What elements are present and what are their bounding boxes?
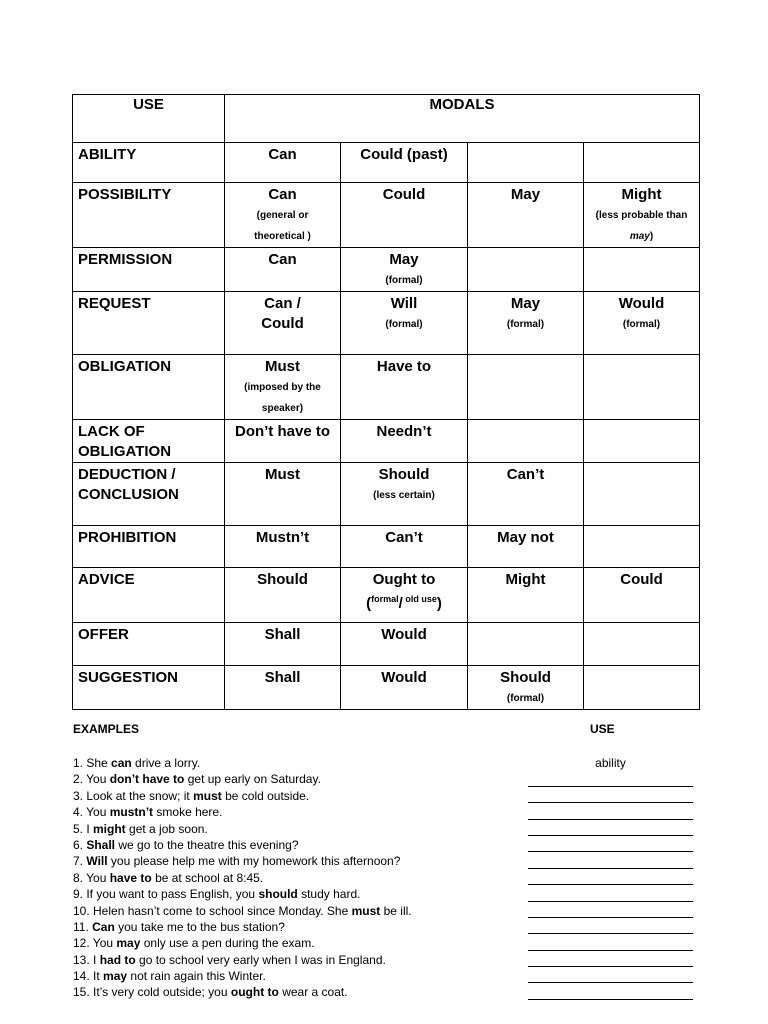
example-sentence (73, 837, 523, 853)
example-sentence (73, 919, 523, 935)
example-text: 4. You (73, 805, 110, 820)
answer-line (528, 851, 693, 852)
modal-cell (225, 420, 341, 463)
modal-note: (less certain) (373, 490, 435, 501)
example-text: 12. You (73, 936, 117, 951)
modal-cell (225, 292, 341, 355)
example-text: wear a coat. (278, 985, 348, 1000)
answer-blank[interactable] (528, 984, 693, 1000)
modal-note (584, 205, 699, 247)
example-text: only use a pen during the exam. (140, 936, 315, 951)
examples-title: EXAMPLES (73, 722, 140, 736)
example-sentence (73, 755, 523, 771)
modal-cell (468, 463, 584, 526)
modal-cell (584, 183, 700, 248)
modal-verb: May not (497, 529, 554, 546)
example-text: 14. It (73, 969, 104, 984)
example-modal: Can (92, 919, 115, 934)
modal-verb: Can / Could (261, 295, 304, 332)
modal-cell (468, 420, 584, 463)
modal-cell (584, 623, 700, 666)
answer-line (528, 819, 693, 820)
example-sentence (73, 968, 523, 984)
subnote-part: ( (366, 595, 372, 612)
modal-cell (584, 526, 700, 568)
modal-verb: Might (621, 186, 662, 203)
example-text: 2. You (73, 772, 110, 787)
modal-note: (imposed by the speaker) (244, 382, 321, 414)
modal-cell (225, 463, 341, 526)
example-sentence (73, 788, 523, 804)
example-sentence (73, 771, 523, 787)
modal-cell (468, 355, 584, 420)
modal-cell (468, 623, 584, 666)
example-text: be at school at 8:45. (151, 870, 264, 885)
table-row (73, 248, 700, 292)
example-modal: may (116, 936, 141, 951)
answer-line (528, 868, 693, 869)
answer-line (528, 901, 693, 902)
example-sentence (73, 984, 523, 1000)
answer-blank[interactable] (528, 788, 693, 804)
answer-blank[interactable] (528, 903, 693, 919)
modals-table (72, 94, 700, 710)
example-sentence (73, 952, 523, 968)
answer-blank[interactable] (528, 837, 693, 853)
table-row (73, 568, 700, 623)
modal-cell (341, 666, 468, 710)
note-text: ) (649, 231, 654, 242)
modal-verb: Can (268, 186, 297, 203)
answer-blank[interactable] (528, 771, 693, 787)
modal-cell (468, 143, 584, 183)
modal-verb: Ought to (372, 571, 436, 588)
answer-line (528, 802, 693, 803)
example-text: 13. I (73, 952, 100, 967)
answer-blank[interactable] (528, 935, 693, 951)
example-text: smoke here. (153, 805, 223, 820)
subnote-part: formal (371, 594, 399, 604)
example-sentence (73, 853, 523, 869)
modal-cell (584, 463, 700, 526)
modal-verb: Can’t (506, 466, 545, 483)
example-text: not rain again this Winter. (127, 969, 266, 984)
answer-line (528, 966, 693, 967)
modal-verb: Don’t have to (234, 423, 330, 440)
modal-cell (225, 623, 341, 666)
example-sentence (73, 821, 523, 837)
example-text: 3. Look at the snow; it (73, 788, 194, 803)
modal-cell (341, 463, 468, 526)
example-modal: must (351, 903, 381, 918)
example-text: be cold outside. (221, 788, 310, 803)
answer-blank[interactable] (528, 821, 693, 837)
table-row (73, 420, 700, 463)
modal-cell (584, 143, 700, 183)
modal-verb: Should (378, 466, 430, 483)
modal-verb: Should (257, 571, 308, 588)
modal-cell (468, 526, 584, 568)
example-modal: can (111, 756, 132, 770)
use-column-title: USE (590, 722, 615, 736)
modal-verb: Mustn’t (255, 529, 310, 546)
answer-blank[interactable] (528, 755, 693, 771)
modal-verb: Shall (264, 626, 301, 643)
subnote-part: ) (436, 595, 442, 612)
example-sentence (73, 886, 523, 902)
example-text: be ill. (380, 903, 412, 918)
modal-cell (341, 526, 468, 568)
use-cell: POSSIBILITY (73, 183, 225, 248)
examples-list (73, 755, 523, 1001)
modal-cell (468, 568, 584, 623)
modal-cell (584, 666, 700, 710)
table-row (73, 143, 700, 183)
modal-verb: Might (505, 571, 546, 588)
answer-line (528, 982, 693, 983)
answer-blank[interactable] (528, 968, 693, 984)
answer-blank[interactable] (528, 886, 693, 902)
use-cell: OFFER (73, 623, 225, 666)
modal-cell (468, 248, 584, 292)
header-use: USE (73, 95, 225, 143)
table-row (73, 463, 700, 526)
example-modal: must (193, 788, 222, 803)
modal-cell (341, 183, 468, 248)
example-modal: Shall (86, 837, 116, 852)
answer-blank[interactable] (528, 804, 693, 820)
example-modal: had to (99, 952, 136, 967)
answers-list (528, 755, 693, 1001)
modal-verb: Have to (376, 358, 432, 375)
example-text: get up early on Saturday. (184, 772, 321, 787)
header-modals: MODALS (225, 95, 700, 143)
modal-cell (341, 420, 468, 463)
use-cell: ABILITY (73, 143, 225, 183)
example-text: 6. (73, 837, 87, 852)
note-text: (less probable than (595, 210, 688, 221)
subnote-part: old use (402, 594, 437, 604)
modal-verb: Must (265, 358, 300, 375)
modal-cell (468, 292, 584, 355)
example-text: 15. It’s very cold outside; you (73, 985, 231, 1000)
table-row (73, 623, 700, 666)
example-text: go to school very early when I was in England. (135, 952, 386, 967)
example-modal: might (93, 821, 126, 836)
example-modal: don’t have to (109, 772, 185, 787)
example-text: study hard. (297, 887, 361, 902)
use-cell: PROHIBITION (73, 526, 225, 568)
modal-cell (225, 568, 341, 623)
modal-verb: Would (618, 295, 665, 312)
modal-verb: Could (620, 571, 663, 588)
modal-note: (formal) (506, 693, 545, 704)
modal-verb: Shall (264, 669, 301, 686)
example-text: 5. I (73, 821, 94, 836)
modal-cell (341, 143, 468, 183)
modal-cell (225, 143, 341, 183)
table-row (73, 526, 700, 568)
answer-blank[interactable] (528, 952, 693, 968)
example-text: drive a lorry. (131, 756, 201, 770)
modal-cell (341, 568, 468, 623)
modal-subnote (341, 590, 467, 613)
modal-verb: Can’t (385, 529, 423, 546)
modal-cell (341, 248, 468, 292)
use-cell: SUGGESTION (73, 666, 225, 710)
example-sentence (73, 804, 523, 820)
modal-note: (formal) (506, 319, 545, 330)
answer-line (528, 950, 693, 951)
answer-line (528, 999, 693, 1000)
modal-cell (584, 292, 700, 355)
example-modal: Will (86, 854, 108, 869)
modal-cell (225, 183, 341, 248)
use-cell: REQUEST (73, 292, 225, 355)
modal-verb: May (510, 186, 541, 203)
modal-verb: Would (381, 669, 427, 686)
example-text: 11. (73, 919, 93, 934)
use-cell: LACK OF OBLIGATION (73, 420, 225, 463)
modal-verb: Will (390, 295, 418, 312)
modal-verb: Could (382, 186, 426, 203)
use-cell: OBLIGATION (73, 355, 225, 420)
modal-verb: Would (381, 626, 427, 643)
modal-verb: May (389, 251, 419, 268)
modal-verb: Must (265, 466, 300, 483)
answer-line (528, 835, 693, 836)
answer-line (528, 786, 693, 787)
modal-note: (formal) (622, 319, 661, 330)
modal-cell (468, 666, 584, 710)
example-modal: mustn’t (109, 805, 154, 820)
table-row (73, 292, 700, 355)
example-sentence (73, 903, 523, 919)
answer-line (528, 884, 693, 885)
table-row (73, 183, 700, 248)
answer-blank[interactable] (528, 870, 693, 886)
modal-cell (225, 666, 341, 710)
example-text: 10. Helen hasn’t come to school since Monday. She (73, 903, 352, 918)
answer-line (528, 933, 693, 934)
modal-cell (584, 355, 700, 420)
modal-cell (584, 420, 700, 463)
table-row (73, 666, 700, 710)
example-modal: have to (109, 870, 152, 885)
modal-note: (formal) (385, 275, 423, 286)
modal-cell (468, 183, 584, 248)
use-cell: ADVICE (73, 568, 225, 623)
modal-cell (225, 355, 341, 420)
note-italic: may (629, 231, 650, 242)
modal-cell (341, 292, 468, 355)
modal-verb: Could (past) (360, 146, 448, 163)
answer-text: ability (595, 756, 626, 770)
example-text: get a job soon. (125, 821, 208, 836)
example-text: 9. If you want to pass English, you (73, 887, 259, 902)
modal-cell (225, 526, 341, 568)
example-sentence (73, 870, 523, 886)
modal-cell (584, 568, 700, 623)
example-text: you please help me with my homework this afternoon? (107, 854, 401, 869)
modal-note: (general or theoretical ) (254, 210, 311, 242)
example-text: 7. (73, 854, 87, 869)
example-modal: ought to (230, 985, 279, 1000)
modal-cell (584, 248, 700, 292)
example-text: 8. You (73, 870, 110, 885)
modal-verb: Needn’t (376, 423, 432, 440)
modal-cell (225, 248, 341, 292)
use-cell: DEDUCTION / CONCLUSION (73, 463, 225, 526)
modal-cell (341, 623, 468, 666)
answer-blank[interactable] (528, 919, 693, 935)
modal-cell (341, 355, 468, 420)
answer-line (528, 917, 693, 918)
example-sentence (73, 935, 523, 951)
modal-note: (formal) (385, 319, 423, 330)
example-text: you take me to the bus station? (114, 919, 285, 934)
example-modal: may (103, 969, 128, 984)
example-text: we go to the theatre this evening? (115, 837, 299, 852)
modal-verb: Can (268, 146, 297, 163)
subnote-part: / (398, 595, 403, 612)
modal-verb: Should (500, 669, 551, 686)
modal-verb: May (510, 295, 541, 312)
use-cell: PERMISSION (73, 248, 225, 292)
modal-verb: Can (268, 251, 297, 268)
answer-blank[interactable] (528, 853, 693, 869)
example-text: 1. She (73, 756, 112, 770)
example-modal: should (258, 887, 298, 902)
table-row (73, 355, 700, 420)
